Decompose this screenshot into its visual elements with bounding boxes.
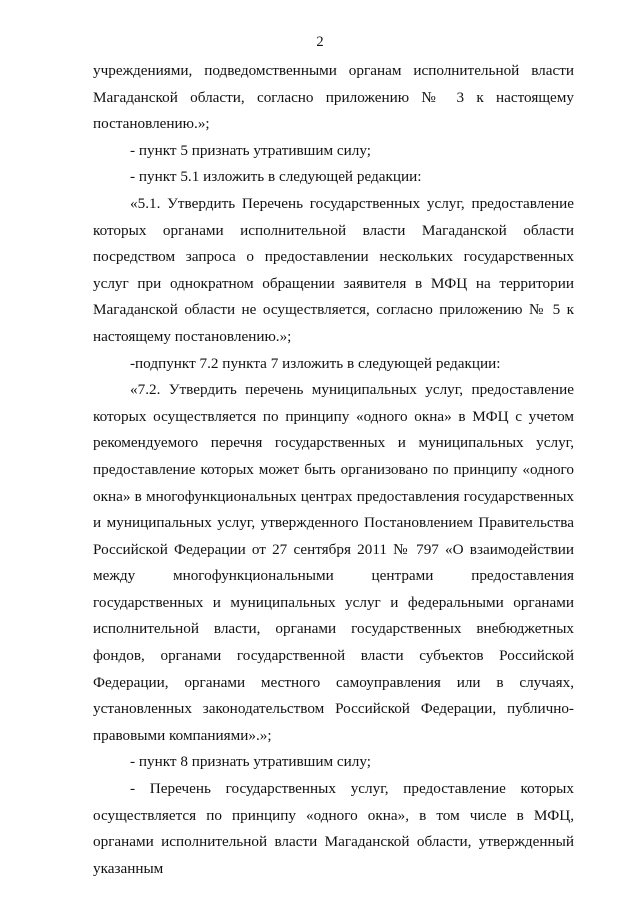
paragraph-item-5-1-text: «5.1. Утвердить Перечень государственных услуг, предоставление которых органами исполнительной власти Магаданской области посредством запроса о предоставлении нескольких государственных услуг при однократном обращении заявителя в МФЦ на территории Магаданской области не осуществляется, согласно приложению № 5 к настоящему постановлению.»; (93, 194, 574, 345)
paragraph-item-8-repeal: - пункт 8 признать утратившим силу; (130, 753, 371, 771)
paragraph-subitem-7-2-text: «7.2. Утвердить перечень муниципальных услуг, предоставление которых осуществляется по принципу «одного окна» в МФЦ с учетом рекомендуемого перечня государственных и муниципальных услуг, предоставление которых может быть организовано по принципу «одного окна» в многофункциональных центрах предоставления государственных и муниципальных услуг, утвержденного Постановлением Правительства Российской Федерации от 27 сентября 2011 № 797 «О взаимодействии между многофункциональными центрами предоставления государственных и муниципальных услуг и федеральными органами исполнительной власти, органами государственных внебюджетных фондов, органами государственной власти субъектов Российской Федерации, органами местного самоуправления или в случаях, установленных законодательством Российской Федерации, публично-правовыми компаниями».»; (93, 381, 574, 744)
page-number: 2 (316, 34, 324, 50)
paragraph-item-5-1-amend: - пункт 5.1 изложить в следующей редакции: (130, 168, 422, 186)
document-body (93, 58, 574, 882)
paragraph-item-5-repeal: - пункт 5 признать утратившим силу; (130, 141, 371, 159)
paragraph-continuation: учреждениями, подведомственными органам исполнительной власти Магаданской области, согласно приложению № 3 к настоящему постановлению.»; (93, 62, 574, 133)
paragraph-subitem-7-2-amend: -подпункт 7.2 пункта 7 изложить в следующей редакции: (130, 354, 501, 372)
paragraph-list-statement: - Перечень государственных услуг, предоставление которых осуществляется по принципу «одного окна», в том числе в МФЦ, органами исполнительной власти Магаданской области, утвержденный указанным (93, 780, 574, 877)
